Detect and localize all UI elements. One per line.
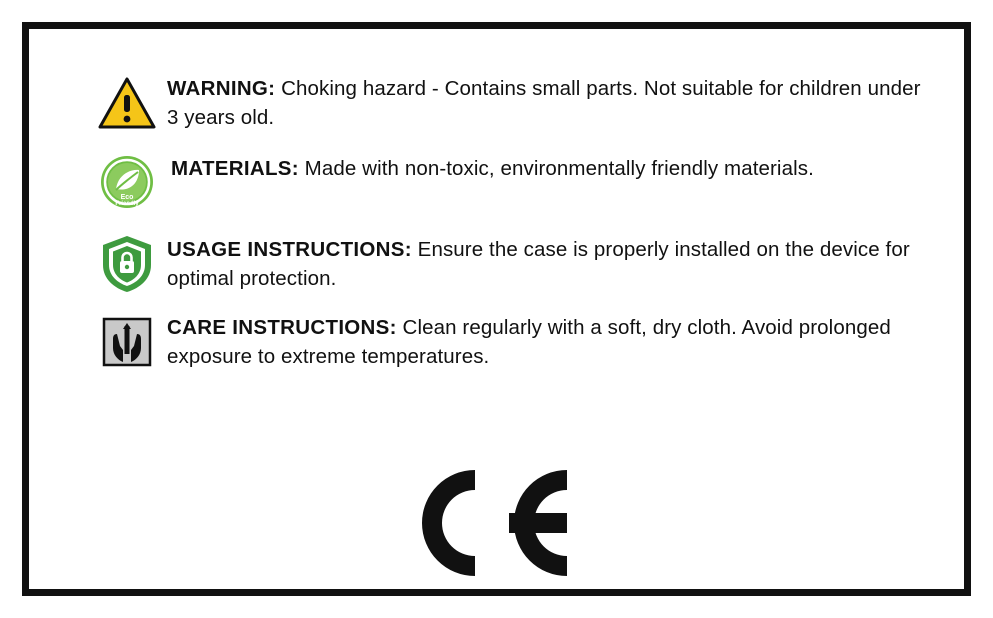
list-item — [95, 72, 925, 136]
notice-heading: WARNING: — [167, 77, 276, 100]
notice-text — [159, 232, 925, 293]
svg-text:Friendly: Friendly — [115, 201, 139, 207]
notice-body: Clean regularly with a soft, dry cloth. Avoid prolonged exposure to extreme temperatures. — [167, 316, 891, 369]
notice-list — [95, 72, 925, 388]
list-item — [95, 150, 925, 214]
notice-body: Ensure the case is properly installed on the device for optimal protection. — [167, 238, 910, 291]
notice-body: Made with non-toxic, environmentally friendly materials. — [298, 157, 814, 180]
list-item — [95, 310, 925, 374]
notice-text — [159, 72, 925, 132]
notice-heading: MATERIALS: — [171, 157, 299, 180]
notice-body: Choking hazard - Contains small parts. Not suitable for children under 3 years old. — [167, 77, 921, 130]
warning-triangle-icon — [95, 72, 159, 136]
notice-heading: USAGE INSTRUCTIONS: — [167, 238, 412, 261]
notice-heading: CARE INSTRUCTIONS: — [167, 316, 397, 339]
notice-text — [159, 310, 925, 371]
svg-text:Eco: Eco — [120, 194, 134, 201]
notice-text — [159, 150, 925, 183]
eco-friendly-leaf-icon — [95, 150, 159, 214]
list-item — [95, 232, 925, 296]
shield-protection-icon — [95, 232, 159, 296]
handle-with-care-icon — [95, 310, 159, 374]
ce-conformity-mark — [0, 464, 993, 582]
